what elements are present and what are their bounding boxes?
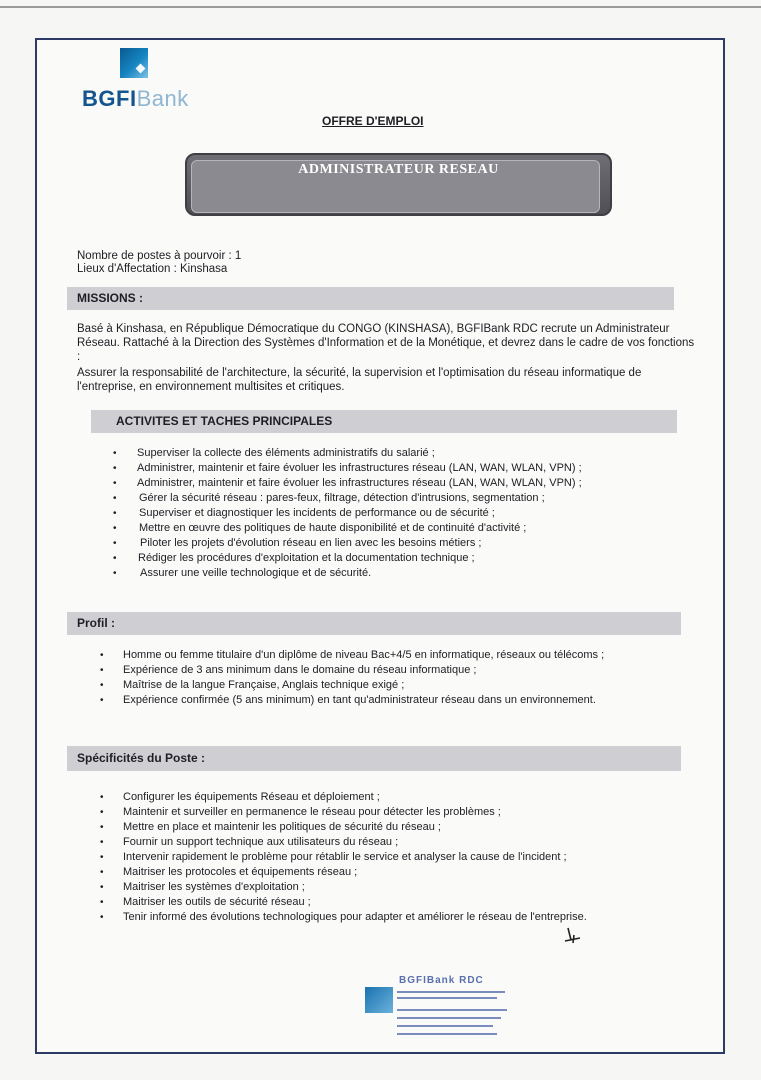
list-item-text: Maitriser les systèmes d'exploitation ; xyxy=(123,881,305,893)
list-item-text: Mettre en place et maintenir les politiques de sécurité du réseau ; xyxy=(123,821,441,833)
bullet-icon: • xyxy=(100,867,104,878)
bullet-icon: • xyxy=(113,568,117,579)
section-header-activities: ACTIVITES ET TACHES PRINCIPALES xyxy=(91,410,677,433)
list-item-text: Intervenir rapidement le problème pour rétablir le service et analyser la cause de l'incident ; xyxy=(123,851,567,863)
list-item-text: Administrer, maintenir et faire évoluer les infrastructures réseau (LAN, WAN, WLAN, VPN) ; xyxy=(137,477,582,489)
bullet-icon: • xyxy=(113,523,117,534)
bullet-icon: • xyxy=(100,837,104,848)
bullet-icon: • xyxy=(113,478,117,489)
logo-wordmark: BGFIBank xyxy=(82,86,189,111)
offer-heading: OFFRE D'EMPLOI xyxy=(322,114,424,128)
list-item-text: Gérer la sécurité réseau : pares-feux, filtrage, détection d'intrusions, segmentation ; xyxy=(139,492,545,504)
list-item-text: Homme ou femme titulaire d'un diplôme de niveau Bac+4/5 en informatique, réseaux ou télécoms ; xyxy=(123,649,605,661)
list-item-text: Fournir un support technique aux utilisateurs du réseau ; xyxy=(123,836,399,848)
list-item-text: Expérience confirmée (5 ans minimum) en tant qu'administrateur réseau dans un environnement. xyxy=(123,694,596,706)
list-item-text: Rédiger les procédures d'exploitation et la documentation technique ; xyxy=(138,552,475,564)
list-item-text: Mettre en œuvre des politiques de haute disponibilité et de continuité d'activité ; xyxy=(139,522,527,534)
initials-mark xyxy=(562,925,584,947)
list-item-text: Configurer les équipements Réseau et déploiement ; xyxy=(123,791,380,803)
bullet-icon: • xyxy=(113,463,117,474)
bullet-icon: • xyxy=(113,493,117,504)
bullet-icon: • xyxy=(100,882,104,893)
list-item-text: Superviser la collecte des éléments administratifs du salarié ; xyxy=(137,447,435,459)
logo-emblem-icon xyxy=(120,48,148,78)
job-title: ADMINISTRATEUR RESEAU xyxy=(298,162,499,177)
list-item-text: Maintenir et surveiller en permanence le réseau pour détecter les problèmes ; xyxy=(123,806,501,818)
bullet-icon: • xyxy=(100,897,104,908)
bullet-icon: • xyxy=(100,822,104,833)
list-item-text: Superviser et diagnostiquer les incidents de performance ou de sécurité ; xyxy=(139,507,495,519)
stamp-logo-icon xyxy=(365,987,393,1013)
bullet-icon: • xyxy=(100,912,104,923)
list-item-text: Piloter les projets d'évolution réseau en lien avec les besoins métiers ; xyxy=(140,537,482,549)
bullet-icon: • xyxy=(113,508,117,519)
work-location: Lieux d'Affectation : Kinshasa xyxy=(77,263,228,275)
section-header-profile: Profil : xyxy=(67,612,681,635)
bgfi-bank-logo xyxy=(82,46,212,116)
missions-responsibility: Assurer la responsabilité de l'architecture, la sécurité, la supervision et l'optimisation du réseau informatique de l'entreprise, en environnement multisites et critiques. xyxy=(77,367,642,393)
bullet-icon: • xyxy=(100,807,104,818)
positions-count: Nombre de postes à pourvoir : 1 xyxy=(77,250,242,262)
list-item-text: Maitriser les protocoles et équipements réseau ; xyxy=(123,866,358,878)
page-top-edge xyxy=(0,6,761,8)
company-stamp xyxy=(363,973,511,1047)
bullet-icon: • xyxy=(100,650,104,661)
section-header-missions: MISSIONS : xyxy=(67,287,674,310)
bullet-icon: • xyxy=(100,665,104,676)
bullet-icon: • xyxy=(113,538,117,549)
list-item-text: Tenir informé des évolutions technologiques pour adapter et améliorer le réseau de l'entreprise. xyxy=(123,911,587,923)
list-item-text: Administrer, maintenir et faire évoluer les infrastructures réseau (LAN, WAN, WLAN, VPN) ; xyxy=(137,462,582,474)
bullet-icon: • xyxy=(100,852,104,863)
missions-intro: Basé à Kinshasa, en République Démocratique du CONGO (KINSHASA), BGFIBank RDC recrute un Administrateur Réseau. Rattaché à la Direction des Systèmes d'Information et de la Monétique, et devrez dans le cadre de vos fonctions : xyxy=(77,323,695,363)
list-item-text: Assurer une veille technologique et de sécurité. xyxy=(140,567,372,579)
bullet-icon: • xyxy=(100,680,104,691)
list-item-text: Expérience de 3 ans minimum dans le domaine du réseau informatique ; xyxy=(123,664,477,676)
section-header-specifics: Spécificités du Poste : xyxy=(67,746,681,771)
list-item-text: Maitriser les outils de sécurité réseau ; xyxy=(123,896,311,908)
bullet-icon: • xyxy=(113,553,117,564)
list-item-text: Maîtrise de la langue Française, Anglais technique exigé ; xyxy=(123,679,405,691)
bullet-icon: • xyxy=(100,695,104,706)
bullet-icon: • xyxy=(113,448,117,459)
stamp-title: BGFIBank RDC xyxy=(399,975,484,986)
bullet-icon: • xyxy=(100,792,104,803)
